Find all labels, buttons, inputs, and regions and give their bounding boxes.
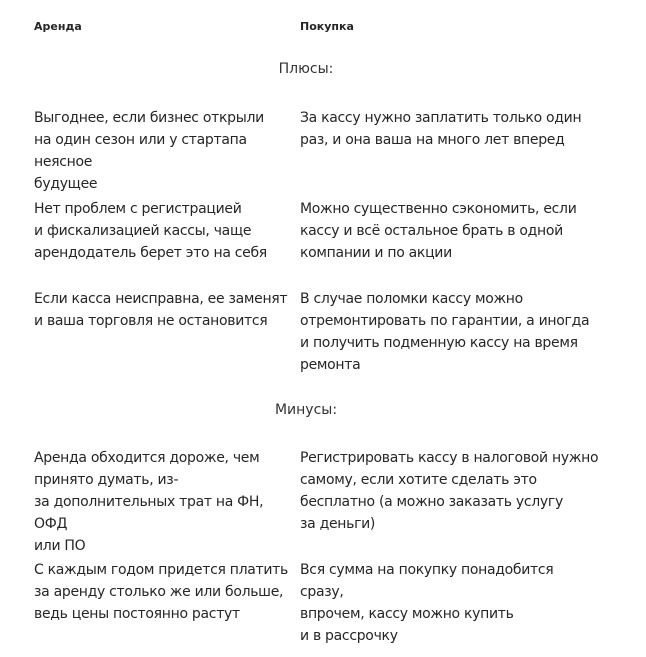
cons-buy-cell-1: Регистрировать кассу в налоговой нужно самому, если хотите сделать это бесплатно (а можно заказать услугу за деньги) [300,450,599,532]
cons-rent-cell-1: Аренда обходится дороже, чем принято думать, из- за дополнительных трат на ФН, ОФД или ПО [34,450,264,554]
column-header-buy: Покупка [300,20,354,33]
pros-rent-cell-1: Выгоднее, если бизнес открыли на один сезон или у стартапа неясное будущее [34,110,264,192]
cons-rent-cell-2: С каждым годом придется платить за аренду столько же или больше, ведь цены постоянно растут [34,562,288,622]
pros-buy-cell-1: За кассу нужно заплатить только один раз, и она ваша на много лет вперед [300,110,582,148]
section-title-cons: Минусы: [274,402,338,418]
pros-buy-cell-3: В случае поломки кассу можно отремонтировать по гарантии, а иногда и получить подменную кассу на время ремонта [300,291,590,373]
pros-buy-cell-2: Можно существенно сэкономить, если кассу и всё остальное брать в одной компании и по акции [300,201,577,261]
cons-buy-cell-2: Вся сумма на покупку понадобится сразу, впрочем, кассу можно купить и в рассрочку [300,562,554,644]
section-title-pros: Плюсы: [278,61,334,77]
column-header-rent: Аренда [34,20,82,33]
pros-rent-cell-2: Нет проблем с регистрацией и фискализацией кассы, чаще арендодатель берет это на себя [34,201,267,261]
pros-rent-cell-3: Если касса неисправна, ее заменят и ваша торговля не остановится [34,291,288,329]
